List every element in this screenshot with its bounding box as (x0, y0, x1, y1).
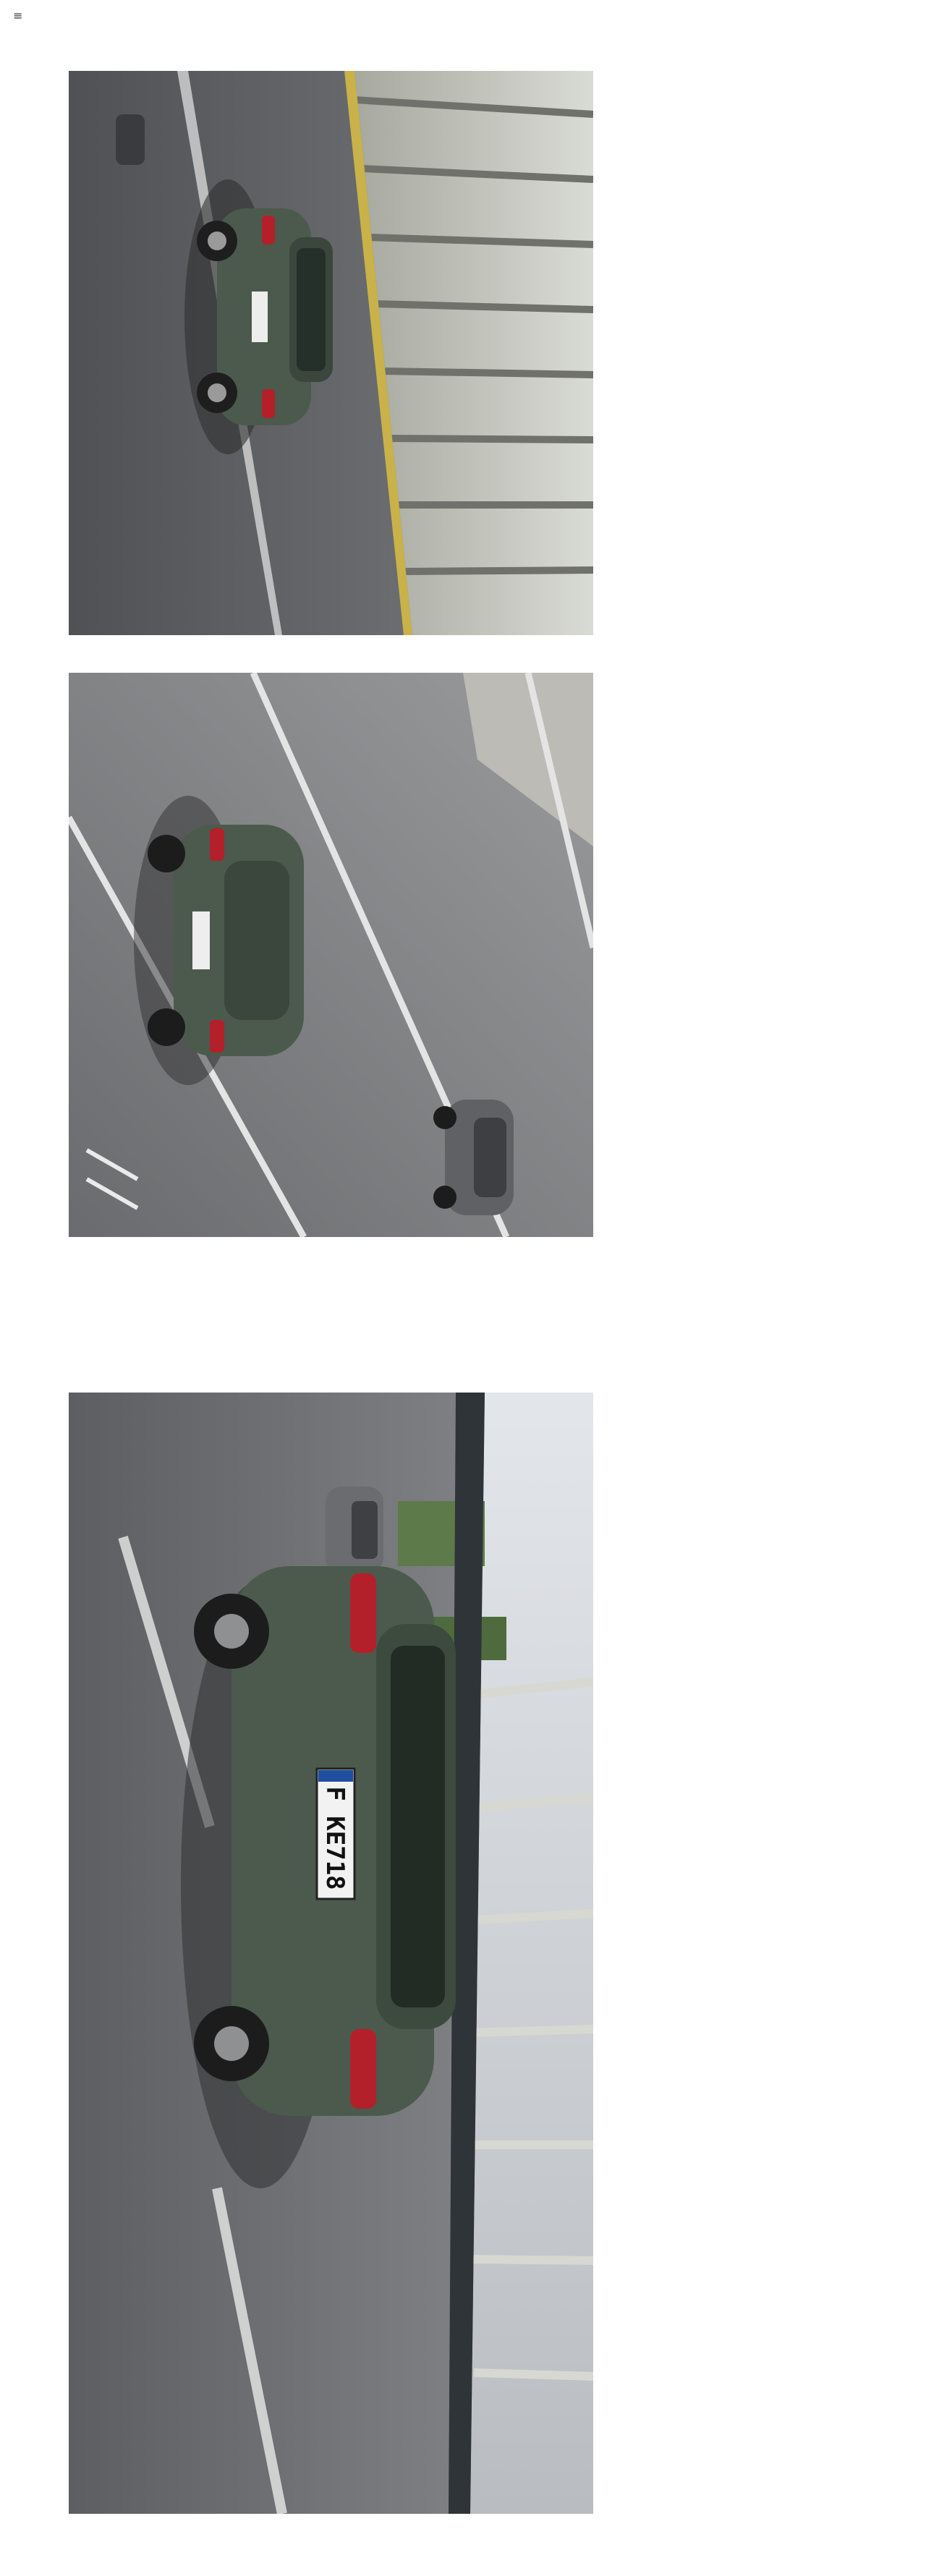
highway-driving-photo (69, 71, 593, 635)
menu-icon[interactable]: ≡ (13, 9, 23, 22)
collision-avoidance-photo (69, 673, 593, 1237)
nscc-text (0, 1393, 4, 2514)
highway-driving-image (69, 71, 593, 635)
collision-avoidance-image (69, 673, 593, 1237)
nscc-photo (69, 1393, 593, 2514)
nscc-image (69, 1393, 593, 2514)
fca-text (0, 673, 4, 1237)
hda-text (0, 71, 4, 635)
license-plate: F KE718 (320, 1786, 349, 1890)
